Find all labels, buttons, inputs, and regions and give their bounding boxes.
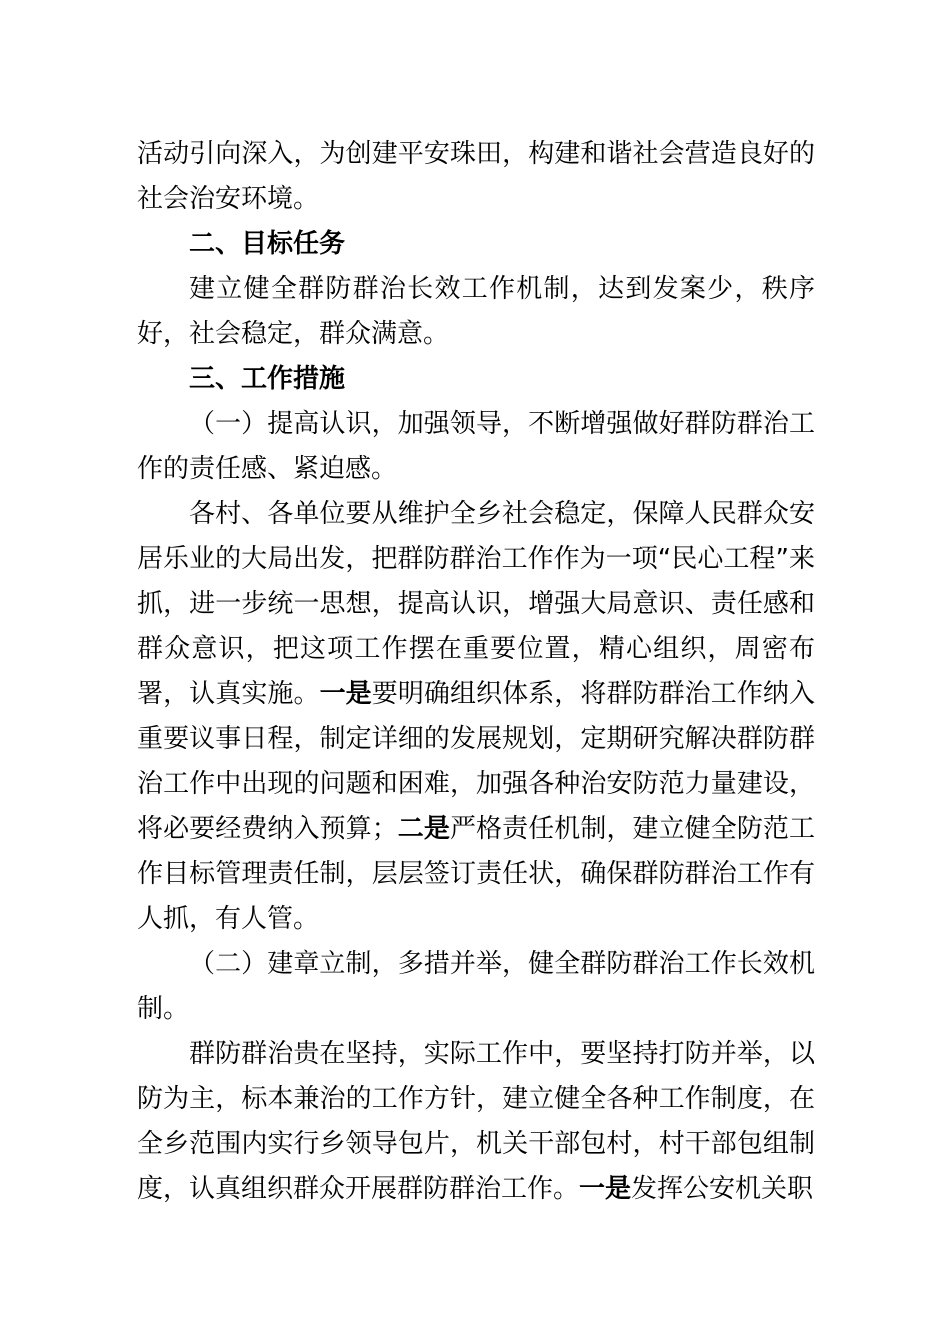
bold-marker-second: 二是 — [397, 814, 450, 844]
paragraph-mechanism-text-c: 发挥公安机关职 — [631, 1174, 814, 1204]
paragraph-leadership-text-a: 各村、各单位要从维护全乡社会稳定，保障人民群众安居乐业的大局出发，把群防群治工作作为一项“民心工程”来抓，进一步统一思想，提高认识，增强大局意识、责任感和群众意识，把这项工作摆在重要位置，精心组织，周密布署，认真实施。 — [137, 499, 815, 709]
bold-marker-first-2: 一是 — [579, 1174, 632, 1204]
paragraph-continuation: 活动引向深入，为创建平安珠田，构建和谐社会营造良好的社会治安环境。 — [137, 139, 815, 214]
paragraph-leadership-text-d: 严格责任机制，建立健全防范工作目标管理责任制，层层签订责任状，确保群防群治工作有人抓，有人管。 — [137, 814, 815, 934]
paragraph-mechanism — [137, 1032, 815, 1212]
subheading-one: （一）提高认识，加强领导，不断增强做好群防群治工作的责任感、紧迫感。 — [137, 409, 815, 484]
section-heading-goals: 二、目标任务 — [189, 229, 346, 259]
subheading-two: （二）建章立制，多措并举，健全群防群治工作长效机制。 — [137, 949, 815, 1024]
bold-marker-first: 一是 — [319, 679, 372, 709]
paragraph-leadership-text-c: 要明确组织体系，将群防群治工作纳入重要议事日程，制定详细的发展规划，定期研究解决群防群治工作中出现的问题和困难，加强各种治安防范力量建设，将必要经费纳入预算； — [137, 679, 815, 844]
paragraph-goals: 建立健全群防群治长效工作机制，达到发案少，秩序好，社会稳定，群众满意。 — [137, 274, 815, 349]
paragraph-leadership — [137, 492, 815, 942]
section-heading-measures: 三、工作措施 — [189, 364, 346, 394]
document-body — [137, 132, 815, 1212]
paragraph-mechanism-text-a: 群防群治贵在坚持，实际工作中，要坚持打防并举，以防为主，标本兼治的工作方针，建立健全各种工作制度，在全乡范围内实行乡领导包片，机关干部包村，村干部包组制度，认真组织群众开展群防群治工作。 — [137, 1039, 815, 1204]
